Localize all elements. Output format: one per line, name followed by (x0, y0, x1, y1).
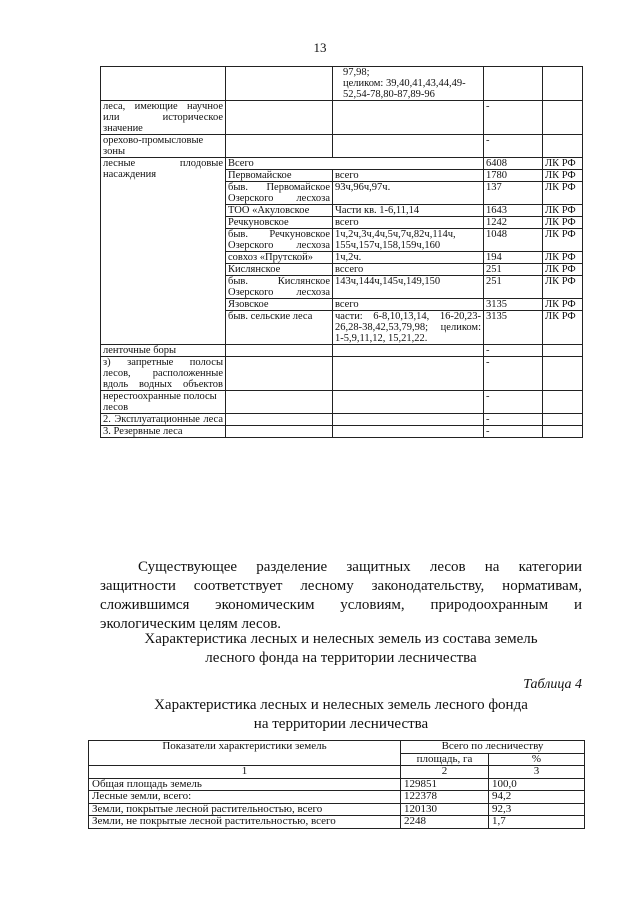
pct-cell: 1,7 (489, 816, 585, 829)
category-cell: нерестоохранные полосы лесов (101, 391, 226, 414)
unit-cell: Язовское (226, 299, 333, 311)
area-cell: 251 (484, 264, 543, 276)
indicator-cell: Земли, не покрытые лесной растительностью, всего (89, 816, 401, 829)
mark-cell: - (484, 391, 543, 414)
unit-cell: ТОО «Акуловское (226, 205, 333, 217)
mark-cell: - (484, 414, 543, 426)
body-paragraph: Существующее разделение защитных лесов на категории защитности соответствует лесному законодательству, нормативам, сложившимся экономическим условиям, природоохранным и экологическим целям лесов. (100, 559, 582, 632)
category-cell: леса, имеющие научное или историческое значение (101, 101, 226, 135)
header-total: Всего по лесничеству (401, 741, 585, 754)
table-row (101, 101, 583, 135)
table-row (89, 778, 585, 791)
indicator-cell: Земли, покрытые лесной растительностью, всего (89, 803, 401, 816)
area-cell: 3135 (484, 299, 543, 311)
col-num: 2 (401, 766, 489, 779)
doc-cell: ЛК РФ (543, 311, 583, 345)
table-row (101, 357, 583, 391)
doc-cell: ЛК РФ (543, 217, 583, 229)
doc-cell: ЛК РФ (543, 182, 583, 205)
category-cell: 3. Резервные леса (101, 426, 226, 438)
header-area: площадь, га (401, 753, 489, 766)
table-row (101, 426, 583, 438)
indicator-cell: Лесные земли, всего: (89, 791, 401, 804)
area-cell: 122378 (401, 791, 489, 804)
pct-cell: 92,3 (489, 803, 585, 816)
protective-forests-table (100, 66, 583, 438)
category-cell: 2. Эксплуатационные леса (101, 414, 226, 426)
unit-cell: быв. сельские леса (226, 311, 333, 345)
doc-cell: ЛК РФ (543, 229, 583, 252)
area-cell: 251 (484, 276, 543, 299)
header-indicator: Показатели характеристики земель (89, 741, 401, 766)
unit-cell: Первомайское (226, 170, 333, 182)
area-cell: 194 (484, 252, 543, 264)
doc-cell: ЛК РФ (543, 205, 583, 217)
unit-cell: быв. Речкуновское Озерского лесхоза (226, 229, 333, 252)
table-row (89, 816, 585, 829)
quarters-cell: всего (333, 299, 484, 311)
header-pct: % (489, 753, 585, 766)
table-header-row (89, 741, 585, 754)
area-cell: 129851 (401, 778, 489, 791)
continuation-line: целиком: 39,40,41,43,44,49-52,54-78,80-87,89-96 (343, 78, 466, 100)
column-number-row (89, 766, 585, 779)
doc-cell: ЛК РФ (543, 299, 583, 311)
quarters-cell: 143ч,144ч,145ч,149,150 (333, 276, 484, 299)
area-cell: 6408 (484, 158, 543, 170)
area-cell: 1048 (484, 229, 543, 252)
mark-cell: - (484, 135, 543, 158)
total-label-cell: Всего (226, 158, 484, 170)
mark-cell: - (484, 357, 543, 391)
table-row (101, 414, 583, 426)
section-heading-line: лесного фонда на территории лесничества (205, 650, 477, 666)
quarters-cell: Части кв. 1-6,11,14 (333, 205, 484, 217)
area-cell: 1242 (484, 217, 543, 229)
continuation-cell (333, 67, 484, 101)
category-cell: з) запретные полосы лесов, расположенные вдоль водных объектов (101, 357, 226, 391)
unit-cell: Речкуновское (226, 217, 333, 229)
quarters-cell: вссего (333, 264, 484, 276)
quarters-cell: части: 6-8,10,13,14, 16-20,23-26,28-38,42,53,79,98; целиком: 1-5,9,11,12, 15,21,22. (333, 311, 484, 345)
land-characteristics-table (88, 740, 585, 829)
table-title-line: Характеристика лесных и нелесных земель лесного фонда (154, 697, 528, 713)
area-cell: 137 (484, 182, 543, 205)
table-row (101, 345, 583, 357)
table-number: Таблица 4 (523, 677, 582, 692)
table-row (101, 158, 583, 170)
doc-cell: ЛК РФ (543, 276, 583, 299)
table-row (101, 67, 583, 101)
table-title (100, 696, 582, 734)
section-heading-line: Характеристика лесных и нелесных земель из состава земель (144, 631, 538, 647)
pct-cell: 100,0 (489, 778, 585, 791)
col-num: 3 (489, 766, 585, 779)
pct-cell: 94,2 (489, 791, 585, 804)
table-row (101, 135, 583, 158)
unit-cell: Кислянское (226, 264, 333, 276)
table-row (89, 791, 585, 804)
quarters-cell: 93ч,96ч,97ч. (333, 182, 484, 205)
table-title-line: на территории лесничества (253, 716, 429, 732)
table-row (101, 391, 583, 414)
area-cell: 120130 (401, 803, 489, 816)
col-num: 1 (89, 766, 401, 779)
quarters-cell: 1ч,2ч. (333, 252, 484, 264)
continuation-line: 97,98; (343, 67, 370, 78)
unit-cell: быв. Первомайское Озерского лесхоза (226, 182, 333, 205)
quarters-cell: 1ч,2ч,3ч,4ч,5ч,7ч,82ч,114ч, 155ч,157ч,158,159ч,160 (333, 229, 484, 252)
doc-cell: ЛК РФ (543, 264, 583, 276)
category-cell: орехово-промысловые зоны (101, 135, 226, 158)
unit-cell: совхоз «Прутской» (226, 252, 333, 264)
page-number: 13 (313, 40, 327, 55)
area-cell: 1643 (484, 205, 543, 217)
doc-cell: ЛК РФ (543, 170, 583, 182)
mark-cell: - (484, 426, 543, 438)
quarters-cell: всего (333, 170, 484, 182)
doc-cell: ЛК РФ (543, 158, 583, 170)
mark-cell: - (484, 101, 543, 135)
area-cell: 3135 (484, 311, 543, 345)
mark-cell: - (484, 345, 543, 357)
category-cell: лесные плодовые насаждения (101, 158, 226, 345)
table-row (89, 803, 585, 816)
section-heading (100, 630, 582, 668)
area-cell: 2248 (401, 816, 489, 829)
unit-cell: быв. Кислянское Озерского лесхоза (226, 276, 333, 299)
category-cell: ленточные боры (101, 345, 226, 357)
indicator-cell: Общая площадь земель (89, 778, 401, 791)
area-cell: 1780 (484, 170, 543, 182)
quarters-cell: всего (333, 217, 484, 229)
doc-cell: ЛК РФ (543, 252, 583, 264)
